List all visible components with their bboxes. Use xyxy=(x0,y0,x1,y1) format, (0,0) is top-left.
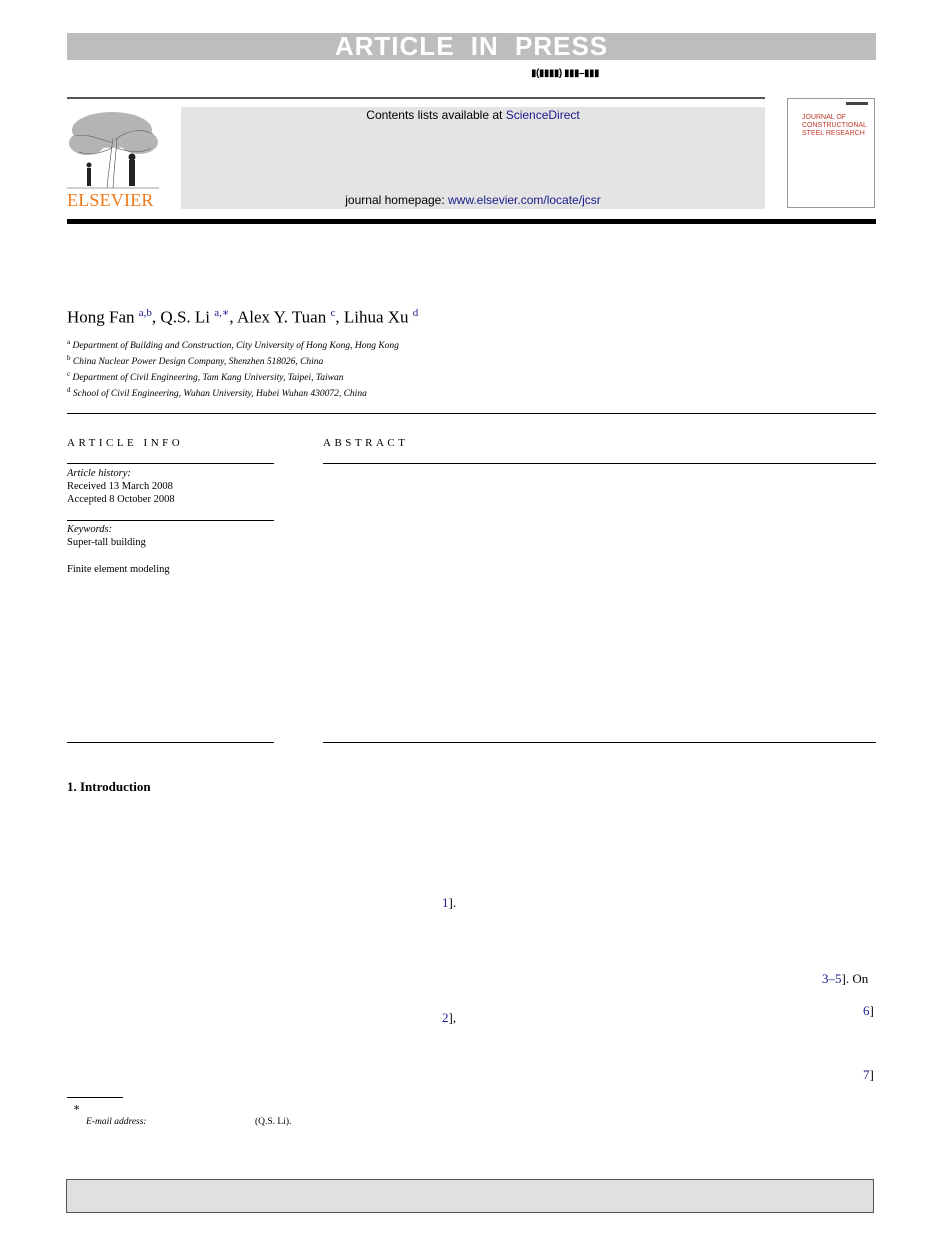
citation-2 xyxy=(442,1010,456,1026)
footnote-email-label: E-mail address: xyxy=(86,1117,147,1127)
citation-1 xyxy=(442,895,456,911)
affiliation-mark: d xyxy=(67,386,71,394)
author-affil-mark[interactable]: a,∗ xyxy=(214,307,230,319)
author-list: Hong Fan $^{a,b}$, Q.S. Li $^{a,∗}$, Alex Y. Tuan $^c$, Lihua Xu $^d$ xyxy=(67,307,419,327)
affiliation-mark: a xyxy=(67,338,71,346)
affiliation-text: School of Civil Engineering, Wuhan University, Hubei Wuhan 430072, China xyxy=(72,389,367,400)
citation-link[interactable]: 2 xyxy=(442,1010,449,1025)
header-top-rule xyxy=(67,97,765,99)
affiliation-mark: c xyxy=(67,370,71,378)
article-in-press-banner xyxy=(67,33,876,60)
citation-tail: ]. On xyxy=(841,971,869,986)
footnote-author-name: (Q.S. Li). xyxy=(255,1117,292,1127)
citation-link[interactable]: 1 xyxy=(442,895,449,910)
keyword-item: Finite element modeling xyxy=(67,564,170,575)
cover-barcode-strip xyxy=(792,101,870,107)
header-thick-rule xyxy=(67,219,876,224)
affiliation-mark: b xyxy=(67,354,71,362)
affiliation-d xyxy=(67,386,367,399)
article-info-heading: ARTICLE INFO xyxy=(67,437,184,449)
citation-tail: ], xyxy=(448,1010,457,1025)
homepage-prefix: journal homepage: xyxy=(345,193,449,207)
journal-homepage-link[interactable]: www.elsevier.com/locate/jcsr xyxy=(448,193,601,207)
citation-notice-box xyxy=(66,1179,874,1213)
citation-3-5 xyxy=(822,971,868,987)
journal-cover-thumbnail xyxy=(787,98,875,208)
article-info-bottom-rule xyxy=(67,742,274,743)
author-name: Alex Y. Tuan xyxy=(236,307,327,327)
affiliation-text: Department of Building and Construction, City University of Hong Kong, Hong Kong xyxy=(72,341,399,352)
keywords-rule xyxy=(67,520,274,521)
citation-tail: ]. xyxy=(448,895,457,910)
keyword-item: Super-tall building xyxy=(67,537,146,548)
abstract-rule xyxy=(323,463,876,464)
affiliation-text: Department of Civil Engineering, Tam Kang University, Taipei, Taiwan xyxy=(72,373,344,384)
footnote-marker: ∗ xyxy=(73,1102,81,1114)
citation-7 xyxy=(863,1067,874,1083)
contents-availability-line xyxy=(181,108,765,122)
affiliation-b xyxy=(67,354,323,367)
author-name: Q.S. Li xyxy=(160,307,211,327)
footnote-rule xyxy=(67,1097,123,1098)
affiliation-a xyxy=(67,338,399,351)
abstract-bottom-rule xyxy=(323,742,876,743)
author-name: Hong Fan xyxy=(67,307,135,327)
sciencedirect-link[interactable]: ScienceDirect xyxy=(505,108,580,122)
author-affil-mark[interactable]: c xyxy=(330,307,336,319)
accepted-date: Accepted 8 October 2008 xyxy=(67,494,175,505)
keywords-label: Keywords: xyxy=(67,524,113,535)
article-history-label: Article history: xyxy=(67,468,131,479)
front-matter-rule xyxy=(67,413,876,414)
author-affil-mark[interactable]: d xyxy=(412,307,419,319)
contents-prefix: Contents lists available at xyxy=(366,108,506,122)
citation-tail: ] xyxy=(869,1067,874,1082)
citation-link[interactable]: 3–5 xyxy=(822,971,842,986)
citation-tail: ] xyxy=(869,1003,874,1018)
affiliation-c xyxy=(67,370,344,383)
citation-link[interactable]: 6 xyxy=(863,1003,870,1018)
elsevier-tree-logo xyxy=(67,108,159,190)
abstract-heading: ABSTRACT xyxy=(323,437,409,449)
cover-journal-title: JOURNAL OF CONSTRUCTIONAL STEEL RESEARCH xyxy=(802,114,867,137)
running-identifier: ▮(▮▮▮▮) ▮▮▮–▮▮▮ xyxy=(531,68,600,79)
affiliation-text: China Nuclear Power Design Company, Shenzhen 518026, China xyxy=(72,357,324,368)
journal-homepage-line xyxy=(181,193,765,207)
introduction-heading: 1. Introduction xyxy=(67,779,151,794)
publisher-wordmark: ELSEVIER xyxy=(67,190,154,210)
received-date: Received 13 March 2008 xyxy=(67,481,173,492)
author-affil-mark[interactable]: a,b xyxy=(138,307,152,319)
banner-text: ARTICLE IN PRESS xyxy=(334,31,609,61)
citation-6 xyxy=(863,1003,874,1019)
author-name: Lihua Xu xyxy=(343,307,409,327)
citation-link[interactable]: 7 xyxy=(863,1067,870,1082)
article-info-rule xyxy=(67,463,274,464)
